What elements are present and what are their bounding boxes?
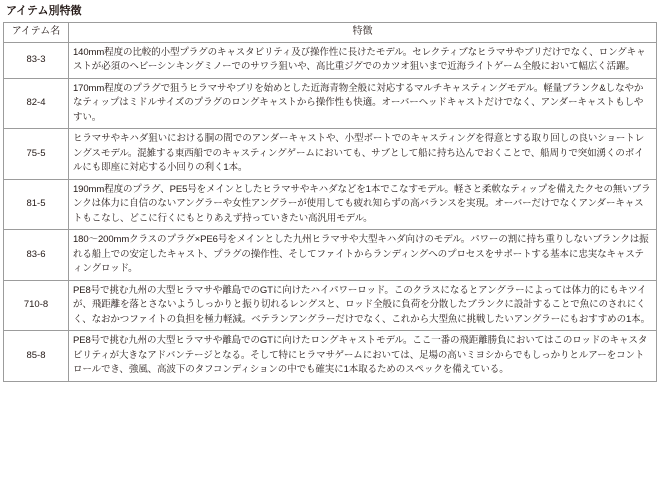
table-row [4,179,657,230]
cell-feature: 140mm程度の比較的小型プラグのキャスタビリティ及び操作性に長けたモデル。セレクティブなヒラマサやブリだけでなく、ロングキャストが必須のヘビーシンキングミノーでのサワラ狙いや、高比重ジグでのカツオ狙いまで近海ライトゲーム全般において幅広く活躍。 [69,42,657,78]
page-title: アイテム別特徴 [6,5,82,17]
table-header [4,23,657,43]
cell-feature: 190mm程度のプラグ、PE5号をメインとしたヒラマサやキハダなどを1本でこなすモデル。軽さと柔軟なティップを備えたクセの無いブランクは体力に自信のないアングラーや女性アングラーが使用しても疲れ知らずの高バランスを実現。オーバーだけでなくアンダーキャストもこなし、どこに行くにもとりあえず持っていきたい高汎用モデル。 [69,179,657,230]
table-row [4,78,657,129]
table-row [4,230,657,281]
cell-item-name: 83-3 [4,42,69,78]
cell-feature: 170mm程度のプラグで狙うヒラマサやブリを始めとした近海青物全般に対応するマルチキャスティングモデル。軽量ブランク&しなやかなティップはミドルサイズのプラグのロングキャストから操作性も快適。オーバーヘッドキャストだけでなく、アンダーキャストもしやすい。 [69,78,657,129]
item-feature-table [3,22,657,382]
cell-item-name: 75-5 [4,129,69,180]
cell-item-name: 83-6 [4,230,69,281]
cell-feature: 180～200mmクラスのプラグ×PE6号をメインとした九州ヒラマサや大型キハダ向けのモデル。パワーの割に持ち重りしないブランクは振れる船上での安定したキャスト、プラグの操作性、そしてファイトからランディングへのプロセスをサポートする基本に忠実なキャスティングロッド。 [69,230,657,281]
table-row [4,280,657,331]
cell-item-name: 85-8 [4,331,69,382]
table-row [4,42,657,78]
cell-feature: PE8号で挑む九州の大型ヒラマサや離島でのGTに向けたハイパワーロッド。このクラスになるとアングラーによっては体力的にもキツイが、飛距離を落とさないようしっかりと振り切れるレングスと、ロッド全般に負荷を分散したブランクに設計することで魚にのされにくく、なおかつファイトの負担を極力軽減。ベテランアングラーだけでなく、これから大型魚に挑戦したいアングラーにもおすすめの1本。 [69,280,657,331]
table-header-row [4,23,657,43]
table-body [4,42,657,381]
cell-item-name: 81-5 [4,179,69,230]
table-row [4,129,657,180]
column-header-feature: 特徴 [69,23,657,43]
column-header-item-name: アイテム名 [4,23,69,43]
cell-item-name: 82-4 [4,78,69,129]
cell-feature: ヒラマサやキハダ狙いにおける胴の間でのアンダーキャストや、小型ボートでのキャスティングを得意とする取り回しの良いショートレングスモデル。混雑する東西船でのキャスティングゲームにおいても、サブとして船に持ち込んでおくことで、船周りで突如湧くのボイルにも即座に対応する小回りの利く1本。 [69,129,657,180]
table-row [4,331,657,382]
cell-feature: PE8号で挑む九州の大型ヒラマサや離島でのGTに向けたロングキャストモデル。ここ一番の飛距離勝負においてはこのロッドのキャスタビリティが大きなアドバンテージとなる。そして特にヒラマサゲームにおいては、足場の高いミヨシからでもしっかりとルアーをコントロールでき、強風、高波下のタフコンディションの中でも確実に1本取るためのスペックを備えている。 [69,331,657,382]
cell-item-name: 710-8 [4,280,69,331]
